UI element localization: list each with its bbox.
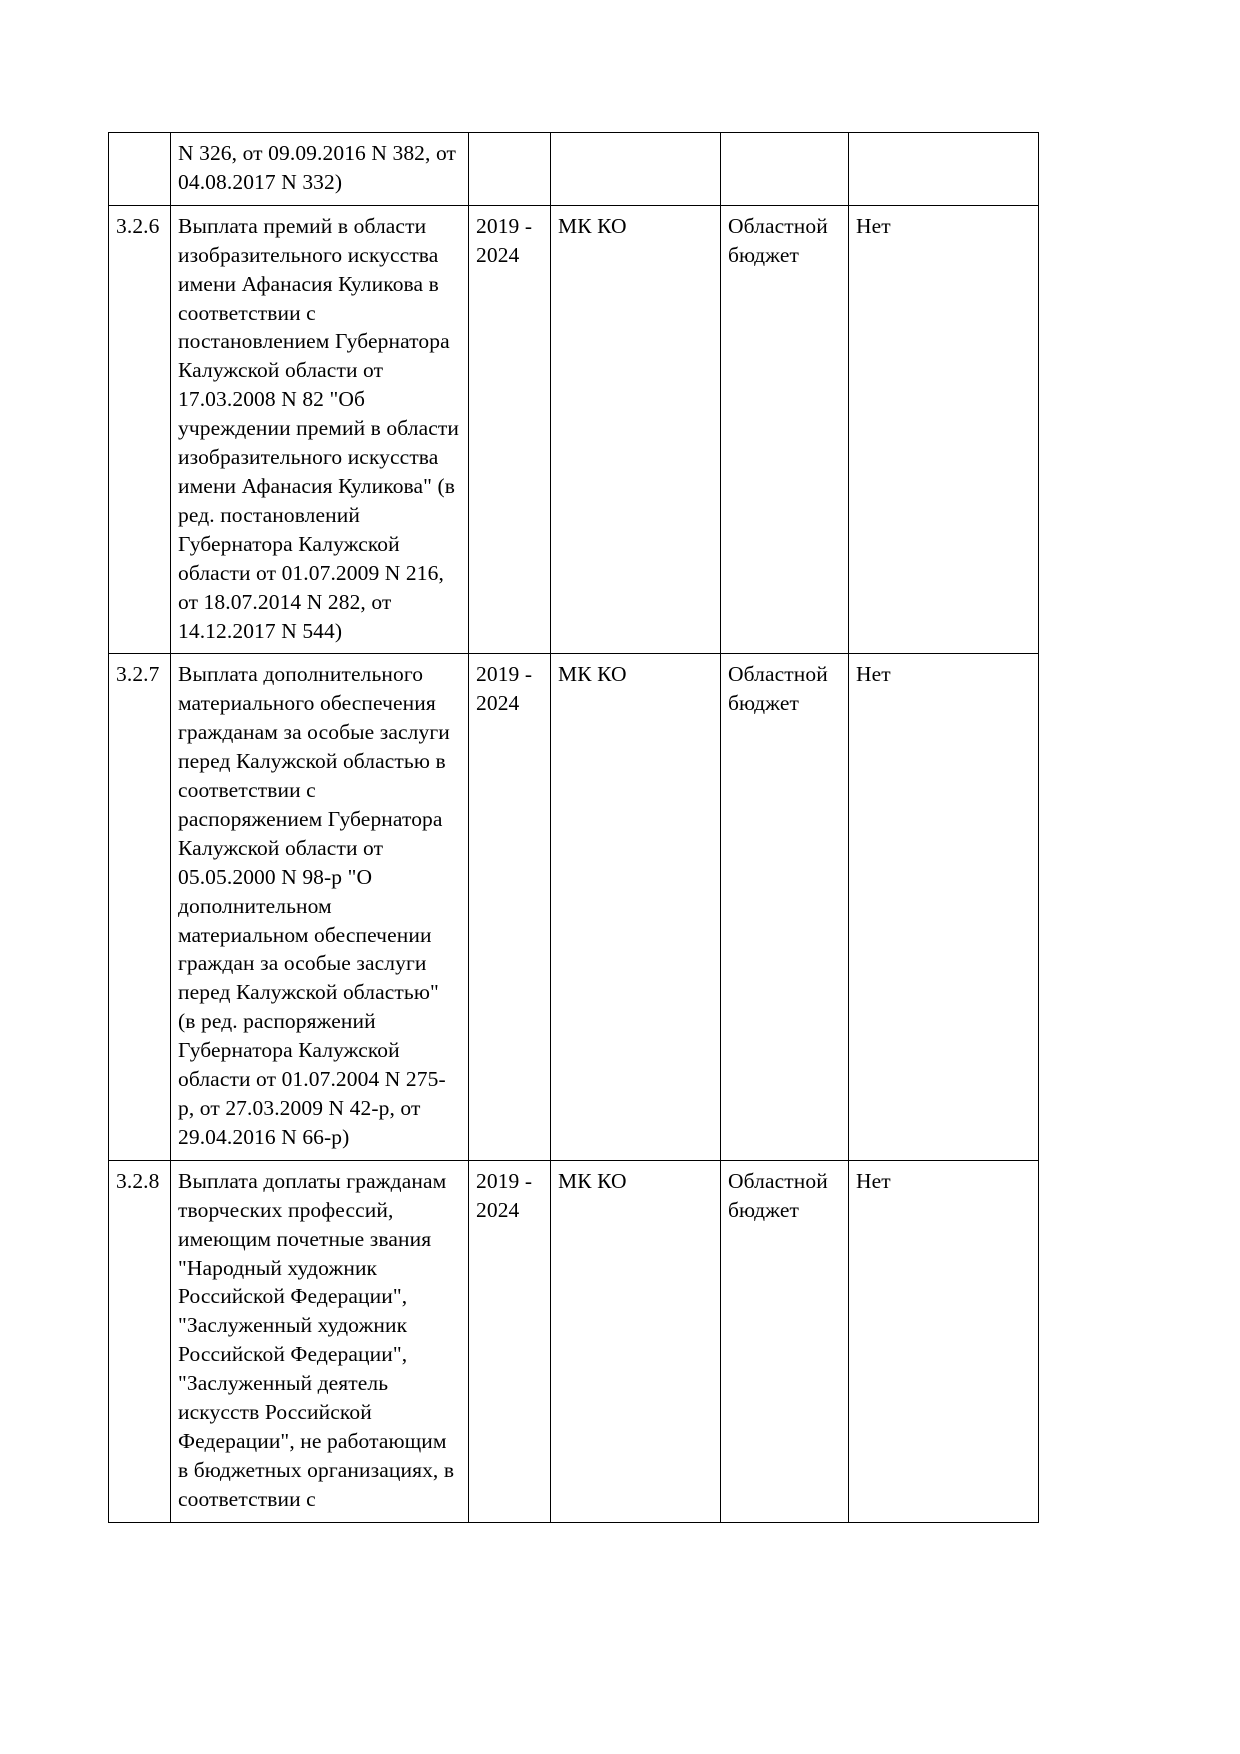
cell-term: 2019 - 2024 — [469, 654, 551, 1160]
table-row — [109, 1160, 1039, 1522]
cell-note — [849, 133, 1039, 206]
cell-executor: МК КО — [551, 654, 721, 1160]
measures-table — [108, 132, 1039, 1523]
cell-name: Выплата доплаты гражданам творческих профессий, имеющим почетные звания "Народный художник Российской Федерации", "Заслуженный художник Российской Федерации", "Заслуженный деятель искусств Российской Федерации", не работающим в бюджетных организациях, в соответствии с — [171, 1160, 469, 1522]
table-body — [109, 133, 1039, 1523]
cell-note: Нет — [849, 1160, 1039, 1522]
cell-funding-source: Областной бюджет — [721, 654, 849, 1160]
cell-name: N 326, от 09.09.2016 N 382, от 04.08.2017 N 332) — [171, 133, 469, 206]
table-row — [109, 205, 1039, 654]
table-row — [109, 133, 1039, 206]
cell-funding-source: Областной бюджет — [721, 1160, 849, 1522]
table-row — [109, 654, 1039, 1160]
cell-executor: МК КО — [551, 1160, 721, 1522]
cell-note: Нет — [849, 654, 1039, 1160]
cell-name: Выплата дополнительного материального обеспечения гражданам за особые заслуги перед Калужской областью в соответствии с распоряжением Губернатора Калужской области от 05.05.2000 N 98-р "О дополнительном материальном обеспечении граждан за особые заслуги перед Калужской областью" (в ред. распоряжений Губернатора Калужской области от 01.07.2004 N 275-р, от 27.03.2009 N 42-р, от 29.04.2016 N 66-р) — [171, 654, 469, 1160]
cell-funding-source — [721, 133, 849, 206]
cell-name: Выплата премий в области изобразительного искусства имени Афанасия Куликова в соответствии с постановлением Губернатора Калужской области от 17.03.2008 N 82 "Об учреждении премий в области изобразительного искусства имени Афанасия Куликова" (в ред. постановлений Губернатора Калужской области от 01.07.2009 N 216, от 18.07.2014 N 282, от 14.12.2017 N 544) — [171, 205, 469, 654]
cell-executor: МК КО — [551, 205, 721, 654]
cell-executor — [551, 133, 721, 206]
cell-number: 3.2.8 — [109, 1160, 171, 1522]
cell-number — [109, 133, 171, 206]
cell-funding-source: Областной бюджет — [721, 205, 849, 654]
cell-note: Нет — [849, 205, 1039, 654]
cell-term: 2019 - 2024 — [469, 1160, 551, 1522]
cell-term — [469, 133, 551, 206]
cell-number: 3.2.6 — [109, 205, 171, 654]
cell-number: 3.2.7 — [109, 654, 171, 1160]
cell-term: 2019 - 2024 — [469, 205, 551, 654]
